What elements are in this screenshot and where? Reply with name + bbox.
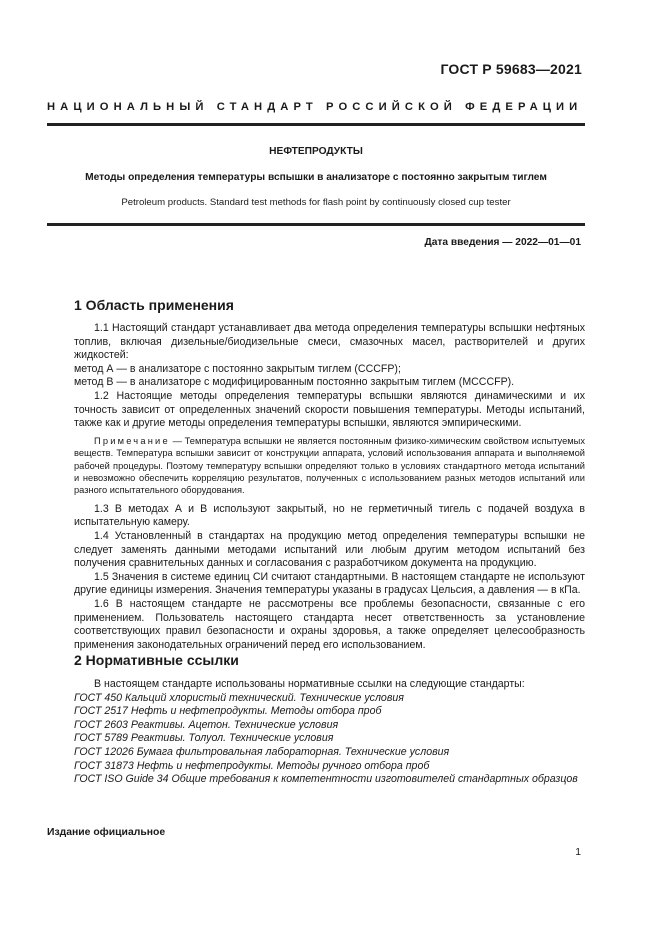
document-title: НЕФТЕПРОДУКТЫ	[269, 146, 363, 157]
paragraph-1-1: 1.1 Настоящий стандарт устанавливает два метода определения температуры вспышки нефтяных топлив, включая дизельные/биодизельные смеси, смазочных масел, растворителей и других жидкостей:	[74, 322, 585, 362]
note-label: Примечание	[94, 435, 170, 446]
paragraph-1-5: 1.5 Значения в системе единиц СИ считают стандартными. В настоящем стандарте не используют другие единицы измерения. Значения температуры указаны в градусах Цельсия, а давления — в кПа.	[74, 570, 585, 597]
note-text: — Температура вспышки не является постоянным физико-химическим свойством испытуемых веществ. Температура вспышки зависит от конструкции аппарата, условий использования аппарата и выполняемой рабочей процедуры. Поэтому температуру вспышки определяют только в условиях стандартного метода испытаний и невозможно обеспечить корреляцию результатов, полученных с использованием разных методов испытаний или разного испытательного оборудования.	[74, 435, 585, 496]
method-a-line: метод А — в анализаторе с постоянно закрытым тиглем (CCCFP);	[74, 362, 401, 375]
section-2-body	[74, 678, 585, 787]
page-number: 1	[575, 847, 581, 858]
reference-item: ГОСТ 2603 Реактивы. Ацетон. Технические условия	[74, 718, 339, 731]
note	[74, 435, 585, 497]
bottom-divider	[47, 223, 585, 226]
section-2-heading: 2 Нормативные ссылки	[74, 652, 239, 668]
method-b-line: метод В — в анализаторе с модифицированным постоянно закрытым тиглем (MCCCFP).	[74, 376, 515, 389]
gost-number: ГОСТ Р 59683—2021	[440, 61, 582, 77]
national-standard-heading: НАЦИОНАЛЬНЫЙ СТАНДАРТ РОССИЙСКОЙ ФЕДЕРАЦИИ	[47, 101, 583, 113]
section-1-body	[74, 322, 585, 652]
section-1-heading: 1 Область применения	[74, 297, 234, 313]
paragraph-1-6: 1.6 В настоящем стандарте не рассмотрены все проблемы безопасности, связанные с его применением. Пользователь настоящего стандарта несет ответственность за установление соответствующих правил безопасности и охраны здоровья, а также определяет целесообразность применения законодательных ограничений перед его использованием.	[74, 597, 585, 651]
top-divider	[47, 123, 585, 126]
reference-item: ГОСТ 2517 Нефть и нефтепродукты. Методы отбора проб	[74, 705, 382, 718]
document-subtitle-english: Petroleum products. Standard test methods for flash point by continuously closed cup tester	[121, 197, 511, 208]
introduction-date: Дата введения — 2022—01—01	[424, 237, 581, 248]
reference-item: ГОСТ 12026 Бумага фильтровальная лабораторная. Технические условия	[74, 745, 450, 758]
official-edition-label: Издание официальное	[47, 827, 166, 838]
paragraph-1-2: 1.2 Настоящие методы определения температуры вспышки являются динамическими и их точность зависит от определенных значений скорости повышения температуры. Методы испытаний, также как и другие методы определения температуры вспышки, являются эмпирическими.	[74, 389, 585, 430]
reference-item-last: ГОСТ ISO Guide 34 Общие требования к компетентности изготовителей стандартных образцов	[74, 773, 578, 786]
reference-item: ГОСТ 450 Кальций хлористый технический. Технические условия	[74, 691, 404, 704]
document-subtitle: Методы определения температуры вспышки в анализаторе с постоянно закрытым тиглем	[85, 172, 547, 183]
paragraph-1-4: 1.4 Установленный в стандартах на продукцию метод определения температуры вспышки не следует заменять данными методами испытаний или любым другим методом испытаний без получения сравнительных данных и согласования с разработчиком документа на продукцию.	[74, 529, 585, 570]
paragraph-1-3: 1.3 В методах А и В используют закрытый, но не герметичный тигель с подачей воздуха в испытательную камеру.	[74, 502, 585, 529]
references-intro: В настоящем стандарте использованы нормативные ссылки на следующие стандарты:	[94, 678, 525, 690]
reference-item: ГОСТ 5789 Реактивы. Толуол. Технические условия	[74, 732, 334, 745]
reference-item: ГОСТ 31873 Нефть и нефтепродукты. Методы ручного отбора проб	[74, 759, 430, 772]
